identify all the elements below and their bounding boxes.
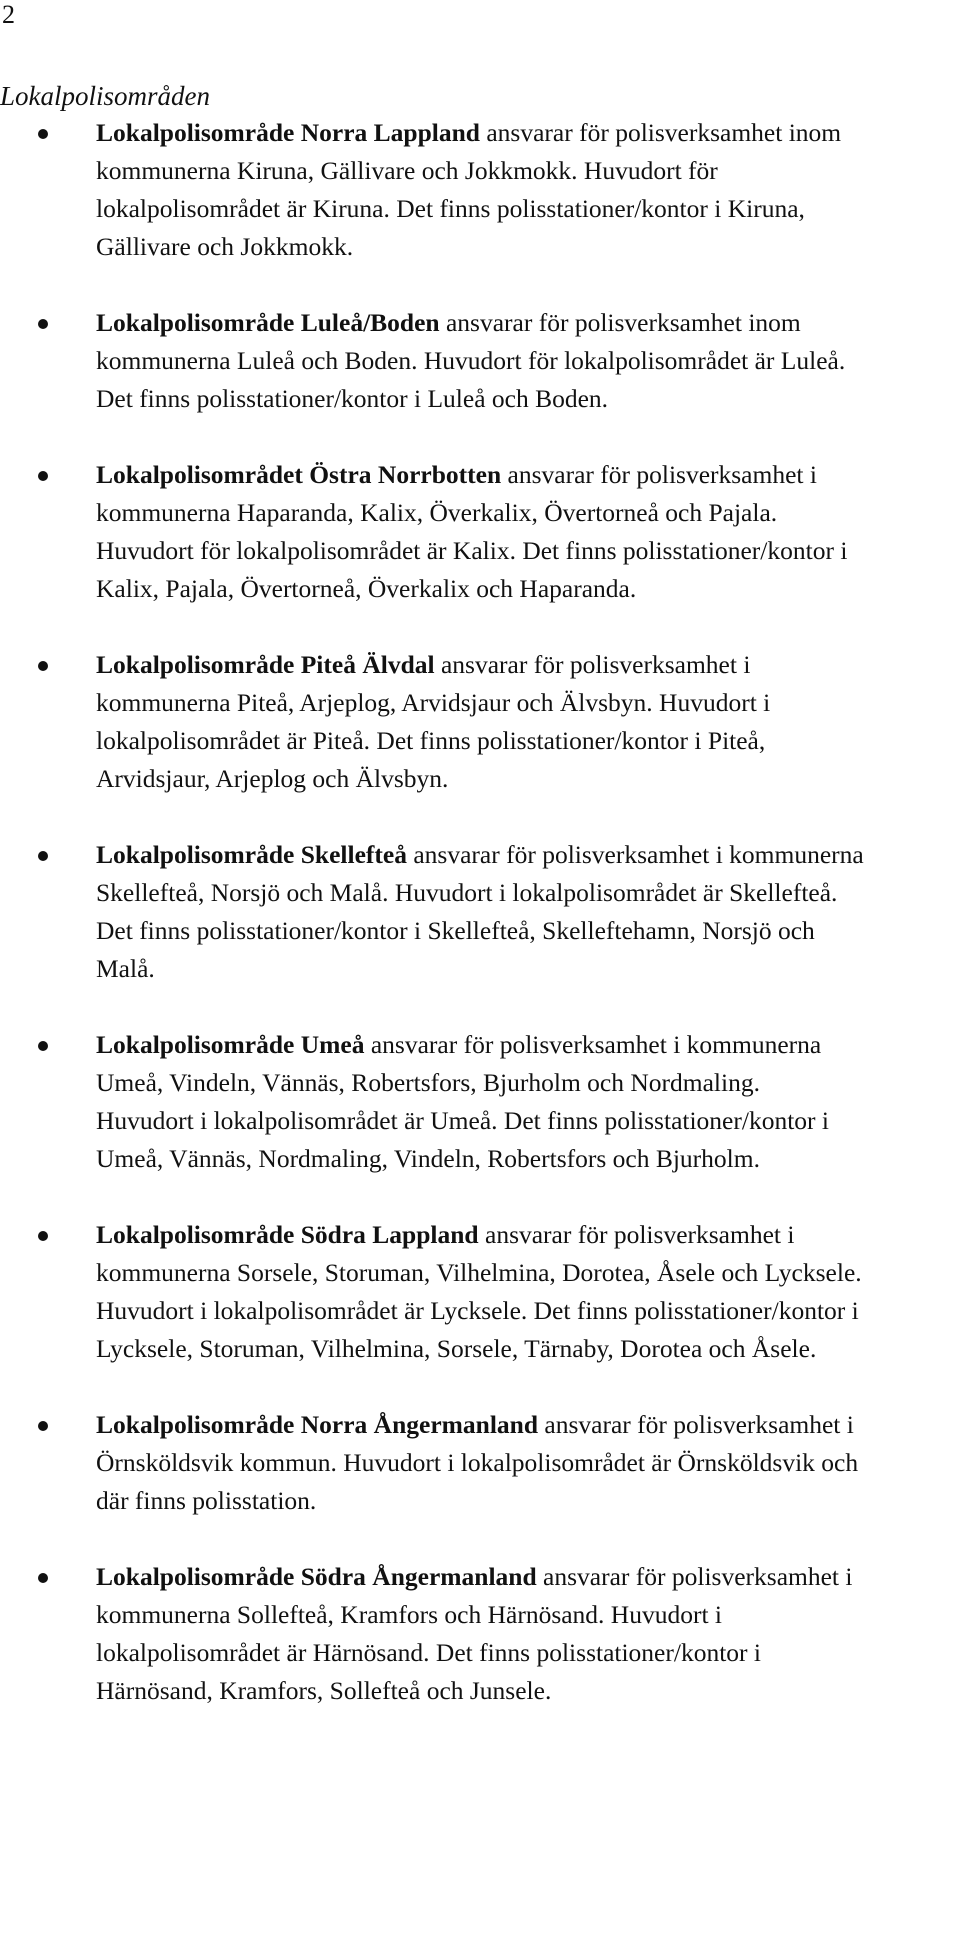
list-item xyxy=(0,1558,864,1710)
area-description: ansvarar för polisverksamhet i kommunerna Skellefteå, Norsjö och Malå. Huvudort i lokalpolisområdet är Skellefteå. Det finns polisstationer/kontor i Skellefteå, Skelleftehamn, Norsjö och Malå. xyxy=(96,840,864,983)
area-name: Lokalpolisområdet Östra Norrbotten xyxy=(96,460,502,489)
bullet-icon xyxy=(38,1573,48,1583)
list-item xyxy=(0,456,864,608)
area-name: Lokalpolisområde Skellefteå xyxy=(96,840,407,869)
bullet-icon xyxy=(38,661,48,671)
bullet-icon xyxy=(38,129,48,139)
area-name: Lokalpolisområde Luleå/Boden xyxy=(96,308,440,337)
area-name: Lokalpolisområde Norra Lappland xyxy=(96,118,480,147)
area-description: ansvarar för polisverksamhet inom kommunerna Luleå och Boden. Huvudort för lokalpolisområdet är Luleå. Det finns polisstationer/kontor i Luleå och Boden. xyxy=(96,308,846,413)
area-name: Lokalpolisområde Södra Ångermanland xyxy=(96,1562,537,1591)
bullet-icon xyxy=(38,1041,48,1051)
list-item xyxy=(0,836,864,988)
bullet-icon xyxy=(38,851,48,861)
section-heading: Lokalpolisområden xyxy=(0,81,211,111)
area-description: ansvarar för polisverksamhet i Örnsköldsvik kommun. Huvudort i lokalpolisområdet är Örnsköldsvik och där finns polisstation. xyxy=(96,1410,859,1515)
list-item xyxy=(0,1026,864,1178)
area-description: ansvarar för polisverksamhet i kommunerna Sorsele, Storuman, Vilhelmina, Dorotea, Åsele och Lycksele. Huvudort i lokalpolisområdet är Lycksele. Det finns polisstationer/kontor i Lycksele, Storuman, Vilhelmina, Sorsele, Tärnaby, Dorotea och Åsele. xyxy=(96,1220,862,1363)
list-item xyxy=(0,646,864,798)
page-number: 2 xyxy=(2,0,15,29)
list-item xyxy=(0,1216,864,1368)
area-description: ansvarar för polisverksamhet i kommunerna Haparanda, Kalix, Överkalix, Övertorneå och Pajala. Huvudort för lokalpolisområdet är Kalix. Det finns polisstationer/kontor i Kalix, Pajala, Övertorneå, Överkalix och Haparanda. xyxy=(96,460,848,603)
area-description: ansvarar för polisverksamhet i kommunerna Umeå, Vindeln, Vännäs, Robertsfors, Bjurholm och Nordmaling. Huvudort i lokalpolisområdet är Umeå. Det finns polisstationer/kontor i Umeå, Vännäs, Nordmaling, Vindeln, Robertsfors och Bjurholm. xyxy=(96,1030,829,1173)
bullet-icon xyxy=(38,471,48,481)
area-description: ansvarar för polisverksamhet i kommunerna Piteå, Arjeplog, Arvidsjaur och Älvsbyn. Huvudort i lokalpolisområdet är Piteå. Det finns polisstationer/kontor i Piteå, Arvidsjaur, Arjeplog och Älvsbyn. xyxy=(96,650,771,793)
list-item xyxy=(0,1406,864,1520)
area-name: Lokalpolisområde Piteå Älvdal xyxy=(96,650,435,679)
area-description: ansvarar för polisverksamhet inom kommunerna Kiruna, Gällivare och Jokkmokk. Huvudort för lokalpolisområdet är Kiruna. Det finns polisstationer/kontor i Kiruna, Gällivare och Jokkmokk. xyxy=(96,118,842,261)
police-area-list xyxy=(0,114,960,1748)
area-name: Lokalpolisområde Norra Ångermanland xyxy=(96,1410,539,1439)
list-item xyxy=(0,304,864,418)
area-name: Lokalpolisområde Umeå xyxy=(96,1030,365,1059)
area-description: ansvarar för polisverksamhet i kommunerna Sollefteå, Kramfors och Härnösand. Huvudort i lokalpolisområdet är Härnösand. Det finns polisstationer/kontor i Härnösand, Kramfors, Sollefteå och Junsele. xyxy=(96,1562,853,1705)
bullet-icon xyxy=(38,1421,48,1431)
bullet-icon xyxy=(38,1231,48,1241)
list-item xyxy=(0,114,864,266)
bullet-icon xyxy=(38,319,48,329)
area-name: Lokalpolisområde Södra Lappland xyxy=(96,1220,479,1249)
